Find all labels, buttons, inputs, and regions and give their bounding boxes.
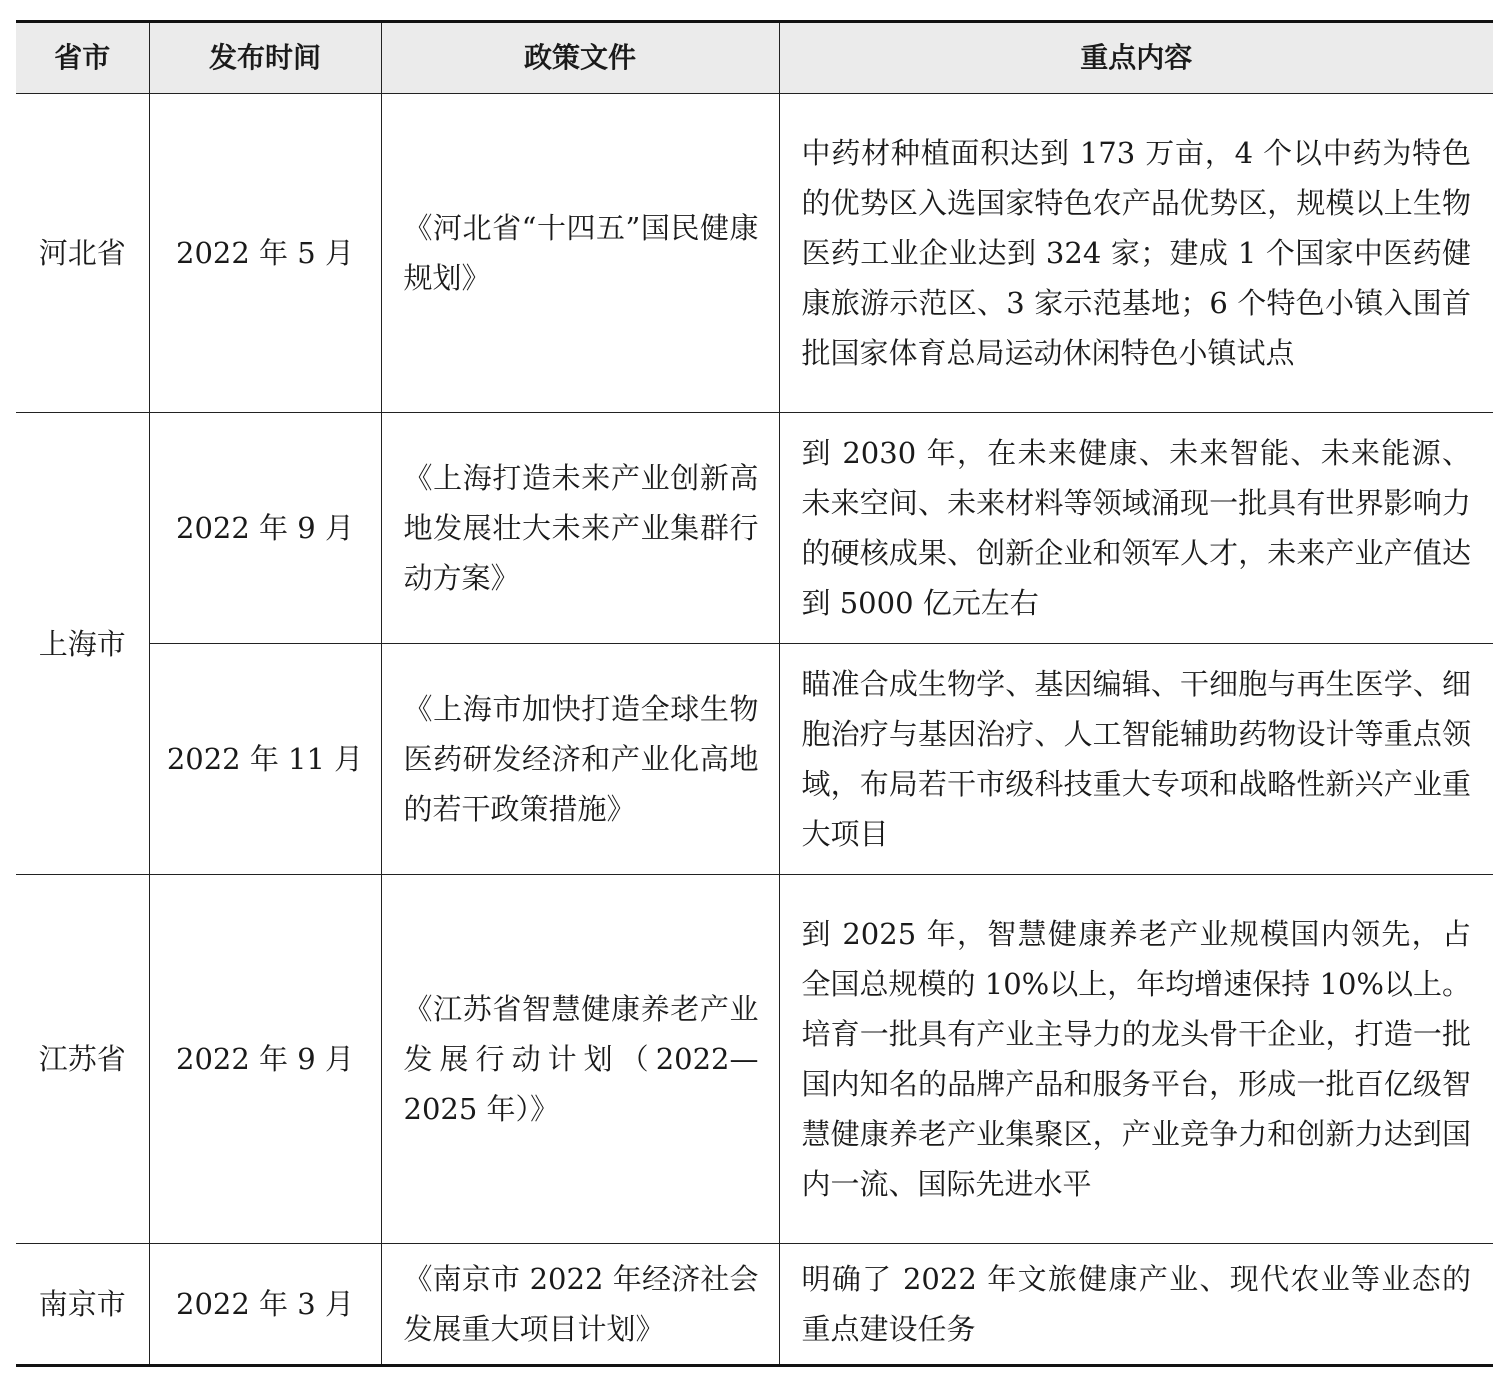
content-cell: 明确了 2022 年文旅健康产业、现代农业等业态的重点建设任务 xyxy=(779,1244,1493,1366)
header-content: 重点内容 xyxy=(779,22,1493,94)
document-cell: 《南京市 2022 年经济社会发展重大项目计划》 xyxy=(381,1244,779,1366)
header-row xyxy=(16,22,1493,94)
document-cell: 《河北省“十四五”国民健康规划》 xyxy=(381,94,779,413)
policy-table xyxy=(16,20,1493,1367)
date-cell: 2022 年 9 月 xyxy=(149,875,381,1244)
table-row xyxy=(16,644,1493,875)
content-cell: 瞄准合成生物学、基因编辑、干细胞与再生医学、细胞治疗与基因治疗、人工智能辅助药物设计等重点领域，布局若干市级科技重大专项和战略性新兴产业重大项目 xyxy=(779,644,1493,875)
table-body xyxy=(16,94,1493,1366)
content-cell: 到 2030 年，在未来健康、未来智能、未来能源、未来空间、未来材料等领域涌现一批具有世界影响力的硬核成果、创新企业和领军人才，未来产业产值达到 5000 亿元左右 xyxy=(779,413,1493,644)
header-province: 省市 xyxy=(16,22,149,94)
date-cell: 2022 年 9 月 xyxy=(149,413,381,644)
date-cell: 2022 年 5 月 xyxy=(149,94,381,413)
table-row xyxy=(16,1244,1493,1366)
date-cell: 2022 年 11 月 xyxy=(149,644,381,875)
content-cell: 中药材种植面积达到 173 万亩，4 个以中药为特色的优势区入选国家特色农产品优势区，规模以上生物医药工业企业达到 324 家；建成 1 个国家中医药健康旅游示范区、3 家示范基地；6 个特色小镇入围首批国家体育总局运动休闲特色小镇试点 xyxy=(779,94,1493,413)
province-cell: 上海市 xyxy=(16,413,149,875)
header-date: 发布时间 xyxy=(149,22,381,94)
province-cell: 河北省 xyxy=(16,94,149,413)
document-cell: 《上海市加快打造全球生物医药研发经济和产业化高地的若干政策措施》 xyxy=(381,644,779,875)
date-cell: 2022 年 3 月 xyxy=(149,1244,381,1366)
table-row xyxy=(16,94,1493,413)
table-row xyxy=(16,413,1493,644)
table-header xyxy=(16,22,1493,94)
content-cell: 到 2025 年，智慧健康养老产业规模国内领先，占全国总规模的 10%以上，年均增速保持 10%以上。培育一批具有产业主导力的龙头骨干企业，打造一批国内知名的品牌产品和服务平台，形成一批百亿级智慧健康养老产业集聚区，产业竞争力和创新力达到国内一流、国际先进水平 xyxy=(779,875,1493,1244)
document-cell: 《上海打造未来产业创新高地发展壮大未来产业集群行动方案》 xyxy=(381,413,779,644)
province-cell: 南京市 xyxy=(16,1244,149,1366)
header-document: 政策文件 xyxy=(381,22,779,94)
province-cell: 江苏省 xyxy=(16,875,149,1244)
document-cell: 《江苏省智慧健康养老产业发展行动计划（2022—2025 年）》 xyxy=(381,875,779,1244)
table-row xyxy=(16,875,1493,1244)
